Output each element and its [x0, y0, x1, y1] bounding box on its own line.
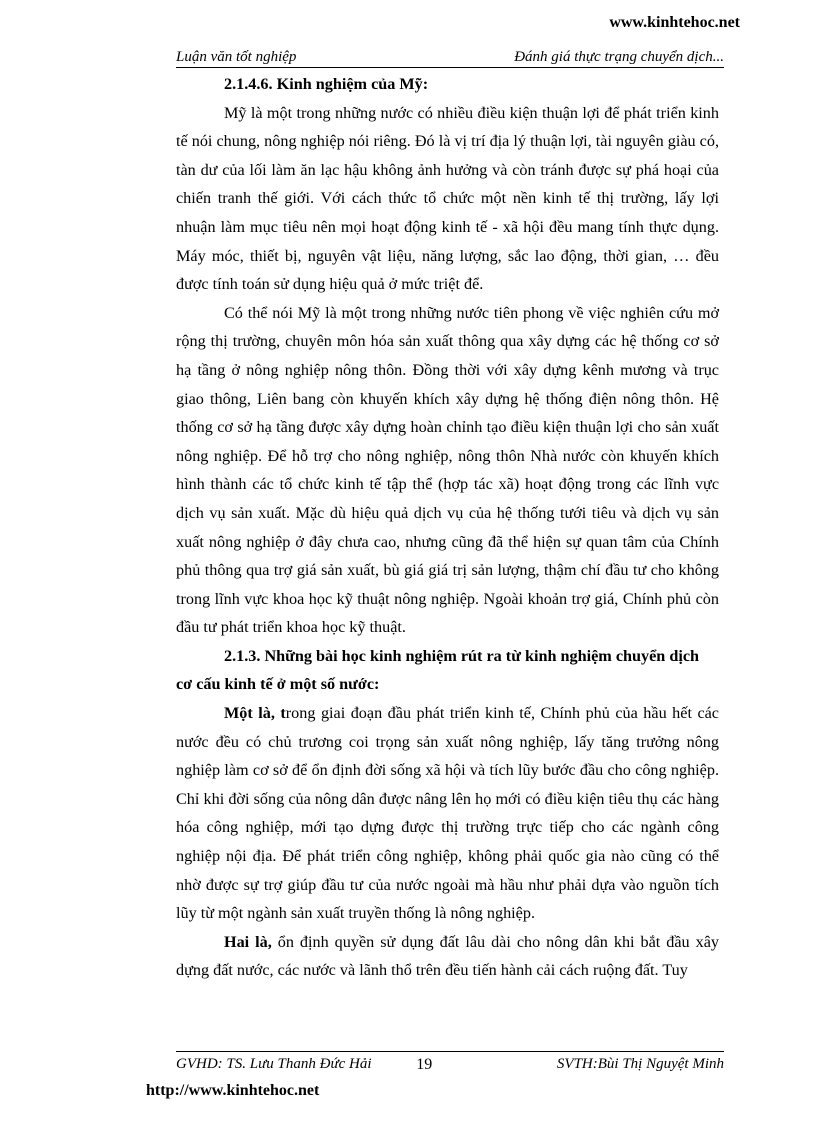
paragraph-usa-conditions: Mỹ là một trong những nước có nhiều điều kiện thuận lợi để phát triển kinh tế nói chung, nông nghiệp nói riêng. Đó là vị trí địa lý thuận lợi, tài nguyên giàu có, tàn dư của lối làm ăn lạc hậu không ảnh hưởng và còn tránh được sự phá hoại của chiến tranh thế giới. Với cách thức tổ chức một nền kinh tế thị trường, lấy lợi nhuận làm mục tiêu nên mọi hoạt động kinh tế - xã hội đều mang tính thực dụng. Máy móc, thiết bị, nguyên vật liệu, năng lượng, sắc lao động, thời gian, … đều được tính toán sử dụng hiệu quả ở mức triệt để. [176, 103, 719, 294]
section-heading-2-1-4-6: 2.1.4.6. Kinh nghiệm của Mỹ: [224, 75, 429, 93]
header-chapter-title: Đánh giá thực trạng chuyển dịch... [514, 49, 724, 65]
paragraph-lesson-two [176, 928, 719, 985]
lesson-two-lead: Hai là, [224, 932, 272, 951]
document-body [176, 70, 719, 985]
footer-advisor: GVHD: TS. Lưu Thanh Đức Hải [176, 1056, 372, 1072]
page-footer [176, 1051, 724, 1074]
page-number: 19 [416, 1056, 433, 1073]
paragraph-usa-infrastructure: Có thể nói Mỹ là một trong những nước tiên phong về việc nghiên cứu mở rộng thị trường, chuyên môn hóa sản xuất thông qua xây dựng các hệ thống cơ sở hạ tầng ở nông nghiệp nông thôn. Đồng thời với xây dựng kênh mương và trục giao thông, Liên bang còn khuyến khích xây dựng hệ thống điện nông thôn. Hệ thống cơ sở hạ tầng được xây dựng hoàn chỉnh tạo điều kiện thuận lợi cho sản xuất nông nghiệp. Để hỗ trợ cho nông nghiệp, nông thôn Nhà nước còn khuyến khích hình thành các tổ chức kinh tế tập thể (hợp tác xã) hoạt động trong các lĩnh vực dịch vụ sản xuất. Mặc dù hiệu quả dịch vụ của hệ thống tưới tiêu và dịch vụ sản xuất nông nghiệp ở đây chưa cao, nhưng cũng đã thể hiện sự quan tâm của Chính phủ thông qua trợ giá sản xuất, bù giá giá trị sản lượng, thậm chí đầu tư cho không trong lĩnh vực khoa học kỹ thuật nông nghiệp. Ngoài khoản trợ giá, Chính phủ còn đầu tư phát triển khoa học kỹ thuật. [176, 303, 719, 637]
lesson-one-lead: Một là, t [224, 704, 286, 723]
site-watermark-bottom: http://www.kinhtehoc.net [146, 1082, 320, 1099]
running-header [176, 49, 724, 68]
lesson-two-text: ổn định quyền sử dụng đất lâu dài cho nông dân khi bắt đầu xây dựng đất nước, các nước và lãnh thổ trên đều tiến hành cải cách ruộng đất. Tuy [176, 932, 719, 980]
footer-student: SVTH:Bùi Thị Nguyệt Minh [556, 1056, 724, 1072]
site-watermark-top: www.kinhtehoc.net [609, 14, 740, 31]
paragraph-lesson-one [176, 699, 719, 928]
section-heading-2-1-3: 2.1.3. Những bài học kinh nghiệm rút ra từ kinh nghiệm chuyển dịch cơ cấu kinh tế ở một số nước: [176, 646, 700, 694]
header-thesis-label: Luận văn tốt nghiệp [176, 49, 297, 65]
lesson-one-text: rong giai đoạn đầu phát triển kinh tế, Chính phủ của hầu hết các nước đều có chủ trương coi trọng sản xuất nông nghiệp, lấy tăng trưởng nông nghiệp làm cơ sở để ổn định đời sống xã hội và tích lũy bước đầu cho công nghiệp. Chỉ khi đời sống của nông dân được nâng lên họ mới có điều kiện tiêu thụ các hàng hóa công nghiệp, mới tạo dựng được thị trường trực tiếp cho các ngành công nghiệp nội địa. Để phát triển công nghiệp, không phải quốc gia nào cũng có thể nhờ được sự trợ giúp đầu tư của nước ngoài mà hầu như phải dựa vào nguồn tích lũy từ một ngành sản xuất truyền thống là nông nghiệp. [176, 704, 719, 923]
